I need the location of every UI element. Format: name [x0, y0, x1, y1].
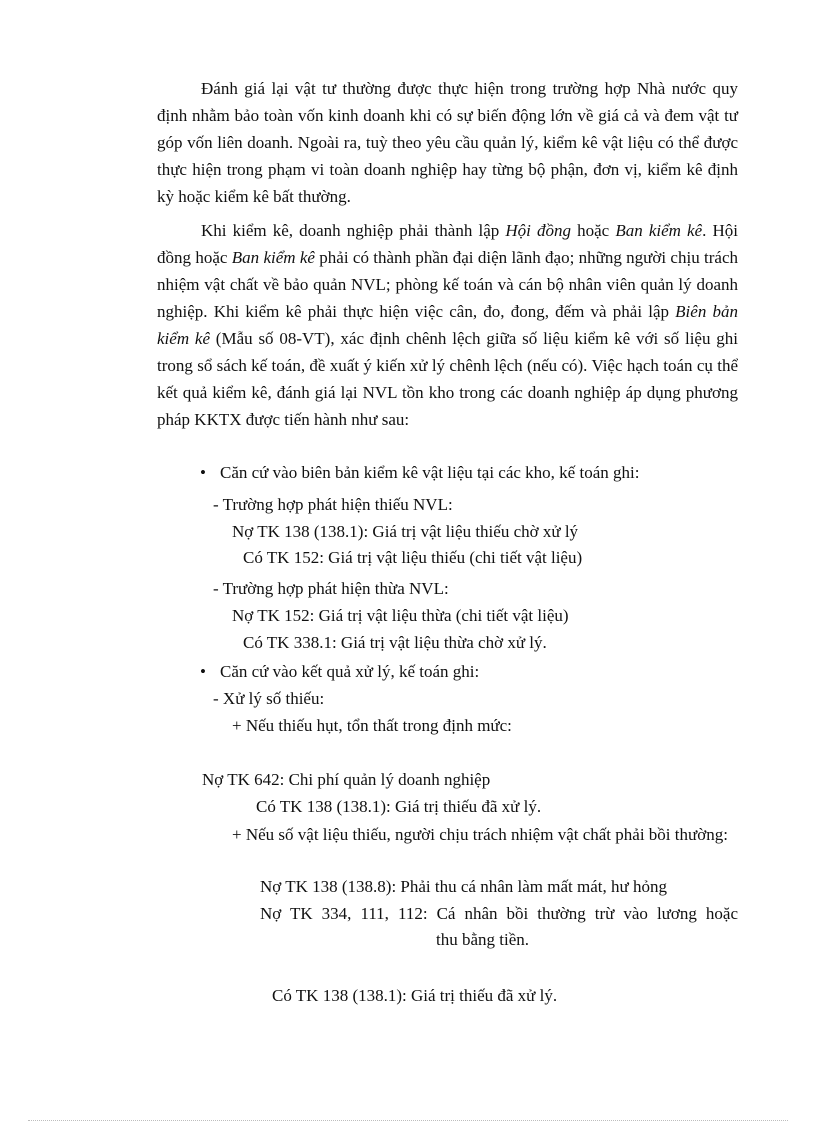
italic-term: Biên bản kiểm kê [157, 302, 738, 348]
entry-debit-138-8: Nợ TK 138 (138.8): Phải thu cá nhân làm mất mát, hư hỏng [260, 877, 667, 896]
bullet-text: Căn cứ vào biên bản kiểm kê vật liệu tại các kho, kế toán ghi: [220, 463, 640, 482]
case-shortage-heading: - Trường hợp phát hiện thiếu NVL: [213, 495, 453, 514]
entry-credit-138-1-a: Có TK 138 (138.1): Giá trị thiếu đã xử lý. [256, 797, 542, 816]
entry-debit-334-111-112: Nợ TK 334, 111, 112: Cá nhân bồi thường trừ vào lương hoặc [260, 904, 738, 923]
bullet-item-inventory-report [200, 462, 639, 484]
entry-credit-338-1: Có TK 338.1: Giá trị vật liệu thừa chờ xử lý. [243, 633, 547, 652]
italic-term: Hội đồng [505, 221, 571, 240]
text-run: (Mẫu số 08-VT), xác định chênh lệch giữa số liệu kiểm kê với số liệu ghi trong sổ sách kế toán, đề xuất ý kiến xử lý chênh lệch (nếu có). Việc hạch toán cụ thể kết quả kiểm kê, đánh giá lại NVL tồn kho trong các doanh nghiệp áp dụng phương pháp KKTX được tiến hành như sau: [157, 329, 739, 429]
entry-credit-138-1-b: Có TK 138 (138.1): Giá trị thiếu đã xử lý. [272, 986, 558, 1005]
italic-term: Ban kiểm kê [615, 221, 703, 240]
sub-case-within-norm: + Nếu thiếu hụt, tổn thất trong định mức: [232, 716, 512, 735]
entry-debit-138-1: Nợ TK 138 (138.1): Giá trị vật liệu thiếu chờ xử lý [232, 522, 579, 541]
text-run: phải có thành phần đại diện lãnh đạo; những người chịu trách nhiệm vật chất về bảo quản NVL; phòng kế toán và cán bộ nhân viên quản lý doanh nghiệp. Khi kiểm kê phải thực hiện việc cân, đo, đong, đếm và phải lập [157, 248, 738, 321]
footer-divider [28, 1120, 788, 1121]
case-surplus-heading: - Trường hợp phát hiện thừa NVL: [213, 579, 449, 598]
bullet-icon: • [200, 662, 206, 681]
bullet-item-processing-result [200, 661, 479, 683]
case-handle-shortage: - Xử lý số thiếu: [213, 689, 325, 708]
entry-credit-152: Có TK 152: Giá trị vật liệu thiếu (chi tiết vật liệu) [243, 548, 583, 567]
bullet-icon: • [200, 463, 206, 482]
entry-debit-334-continued: thu bằng tiền. [436, 930, 530, 949]
italic-term: Ban kiểm kê [231, 248, 315, 267]
bullet-text: Căn cứ vào kết quả xử lý, kế toán ghi: [220, 662, 480, 681]
paragraph-inventory-count [157, 217, 738, 433]
entry-debit-152: Nợ TK 152: Giá trị vật liệu thừa (chi tiết vật liệu) [232, 606, 569, 625]
sub-case-compensation: + Nếu số vật liệu thiếu, người chịu trách nhiệm vật chất phải bồi thường: [232, 825, 728, 844]
entry-debit-642: Nợ TK 642: Chi phí quản lý doanh nghiệp [202, 770, 491, 789]
text-run: Khi kiểm kê, doanh nghiệp phải thành lập [201, 221, 506, 240]
text-run: hoặc [570, 221, 616, 240]
text-run: . Hội đồng hoặc [157, 221, 738, 267]
paragraph-revaluation: Đánh giá lại vật tư thường được thực hiện trong trường hợp Nhà nước quy định nhằm bảo toàn vốn kinh doanh khi có sự biến động lớn về giá cả và đem vật tư góp vốn liên doanh. Ngoài ra, tuỳ theo yêu cầu quản lý, kiểm kê vật liệu có thể được thực hiện trong phạm vi toàn doanh nghiệp hay từng bộ phận, đơn vị, kiểm kê định kỳ hoặc kiểm kê bất thường. [157, 79, 738, 206]
